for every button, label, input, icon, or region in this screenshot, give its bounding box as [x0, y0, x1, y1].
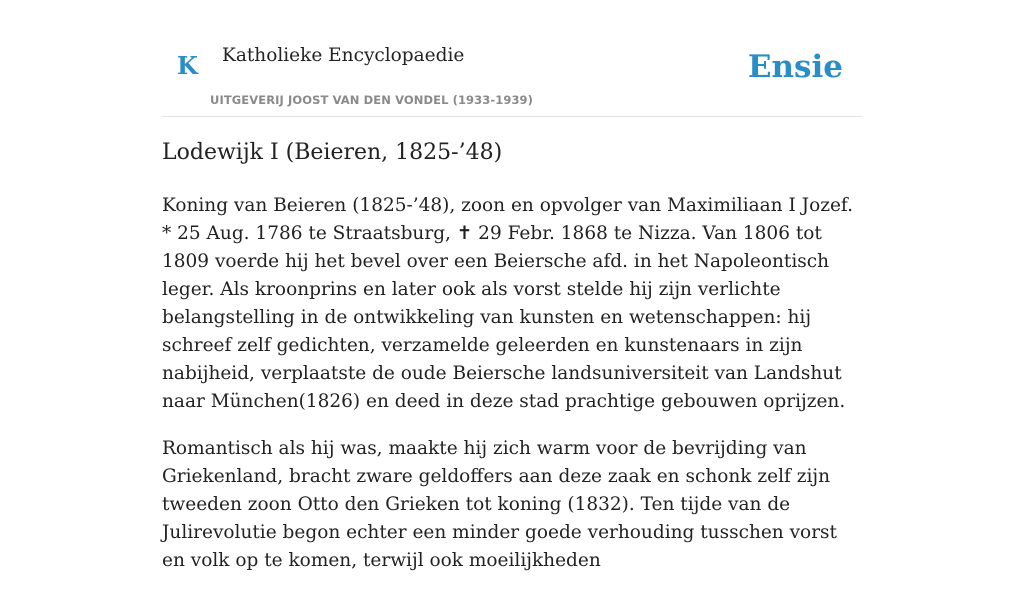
site-header [162, 0, 862, 117]
publisher-label: UITGEVERIJ JOOST VAN DEN VONDEL (1933-1939) [210, 93, 533, 107]
article-paragraph: Romantisch als hij was, maakte hij zich warm voor de bevrijding van Griekenland, bracht zware geldoffers aan deze zaak en schonk zelf zijn tweeden zoon Otto den Grieken tot koning (1832). Ten tijde van de Julirevolutie begon echter een minder goede verhouding tusschen vorst en volk op te komen, terwijl ook moeilijkheden [162, 438, 837, 571]
ensie-brand-link[interactable]: Ensie [747, 49, 843, 85]
article-title: Lodewijk I (Beieren, 1825-’48) [162, 140, 503, 165]
article-body [162, 192, 862, 594]
article-paragraph: Koning van Beieren (1825-’48), zoon en opvolger van Maximiliaan I Jozef. * 25 Aug. 1786 te Straatsburg, ✝ 29 Febr. 1868 te Nizza. Van 1806 tot 1809 voerde hij het bevel over een Beiersche afd. in het Napoleontisch leger. Als kroonprins en later ook als vorst stelde hij zijn verlichte belangstelling in de ontwikkeling van kunsten en wetenschappen: hij schreef zelf gedichten, verzamelde geleerden en kunstenaars in zijn nabijheid, verplaatste de oude Beiersche landsuniversiteit van Landshut naar München(1826) en deed in deze stad prachtige gebouwen oprijzen. [162, 195, 853, 412]
page [162, 0, 862, 571]
encyclopedia-logo-icon[interactable]: K [177, 51, 198, 80]
site-title[interactable]: Katholieke Encyclopaedie [222, 45, 465, 66]
